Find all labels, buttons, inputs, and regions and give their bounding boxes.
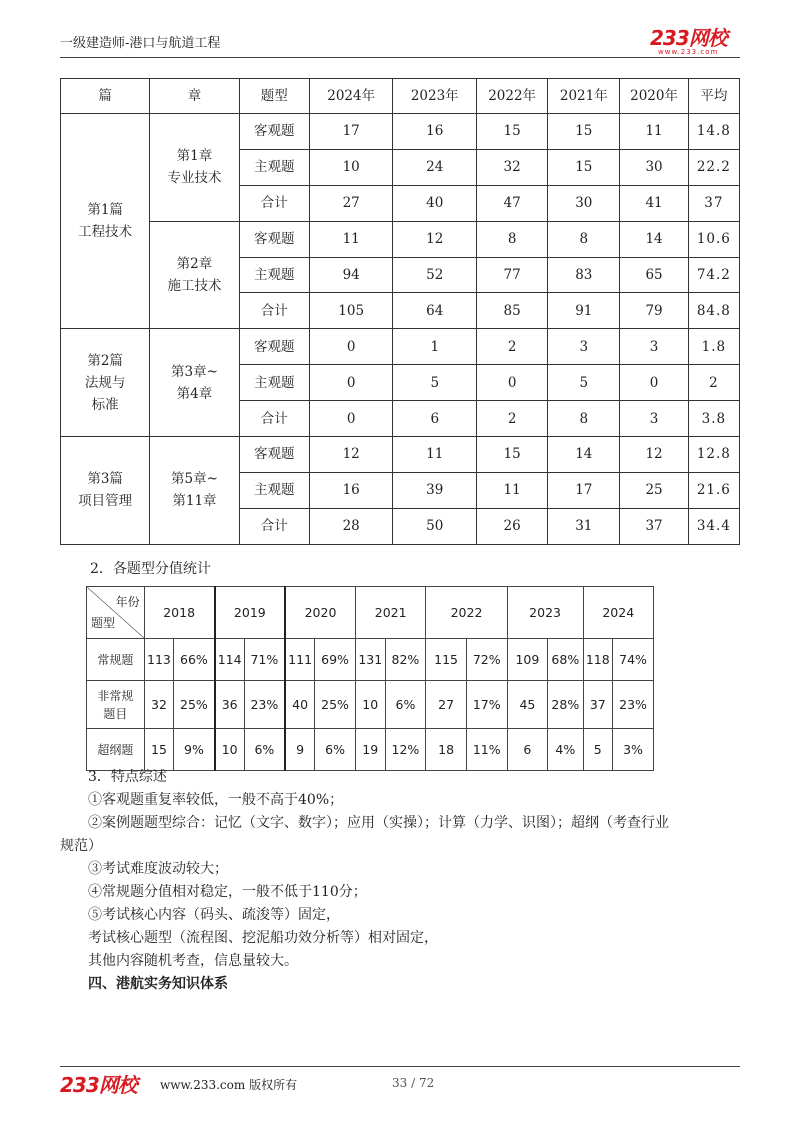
type-cell: 合计 [239,401,309,437]
value-cell: 30 [548,185,620,221]
column-header: 2022年 [477,79,548,114]
value-cell: 12 [393,221,477,257]
part-cell: 第2篇 法规与 标准 [61,329,150,437]
value-cell: 14 [620,221,688,257]
table-row [87,681,654,729]
column-header: 章 [150,79,239,114]
column-header: 题型 [239,79,309,114]
average-cell: 34.4 [688,508,739,544]
score-cell: 5 [583,729,613,771]
percent-cell: 23% [613,681,654,729]
chapter-cell: 第3章~ 第4章 [150,329,239,437]
percent-cell: 6% [385,681,426,729]
score-distribution-table [60,78,740,545]
value-cell: 0 [477,365,548,401]
value-cell: 0 [620,365,688,401]
value-cell: 17 [548,472,620,508]
value-cell: 52 [393,257,477,293]
column-header: 2020年 [620,79,688,114]
value-cell: 77 [477,257,548,293]
score-cell: 40 [285,681,315,729]
value-cell: 3 [620,401,688,437]
value-cell: 15 [548,114,620,150]
score-cell: 6 [507,729,547,771]
part-cell: 第3篇 项目管理 [61,437,150,545]
row-label: 非常规 题目 [87,681,145,729]
year-header: 2018 [144,587,214,639]
year-header: 2021 [355,587,425,639]
average-cell: 84.8 [688,293,739,329]
section-2-title: 2．各题型分值统计 [90,561,211,577]
type-cell: 客观题 [239,329,309,365]
page-footer [60,1066,740,1096]
chapter-cell: 第5章~ 第11章 [150,437,239,545]
value-cell: 28 [309,508,393,544]
note-item: ②案例题题型综合：记忆（文字、数字）；应用（实操）；计算（力学、识图）；超纲（考查行业 [88,815,669,831]
percent-cell: 25% [174,681,215,729]
year-header: 2019 [215,587,285,639]
percent-cell: 12% [385,729,426,771]
footer-logo: 233网校 [60,1073,137,1097]
column-header: 2021年 [548,79,620,114]
average-cell: 10.6 [688,221,739,257]
value-cell: 2 [477,329,548,365]
value-cell: 16 [393,114,477,150]
type-cell: 主观题 [239,365,309,401]
percent-cell: 9% [174,729,215,771]
score-cell: 114 [215,639,245,681]
percent-cell: 6% [244,729,285,771]
score-cell: 37 [583,681,613,729]
value-cell: 0 [309,365,393,401]
average-cell: 14.8 [688,114,739,150]
note-item: 考试核心题型（流程图、挖泥船功效分析等）相对固定， [88,930,438,946]
value-cell: 12 [309,437,393,473]
type-cell: 合计 [239,293,309,329]
score-cell: 131 [355,639,385,681]
value-cell: 1 [393,329,477,365]
year-header-row [87,587,654,639]
value-cell: 14 [548,437,620,473]
score-cell: 27 [426,681,466,729]
value-cell: 16 [309,472,393,508]
chapter-cell: 第2章 施工技术 [150,221,239,329]
percent-cell: 71% [244,639,285,681]
value-cell: 24 [393,149,477,185]
score-cell: 19 [355,729,385,771]
section-3-title: 3．特点综述 [88,769,167,785]
year-header: 2024 [583,587,654,639]
type-cell: 主观题 [239,149,309,185]
type-cell: 主观题 [239,257,309,293]
percent-cell: 23% [244,681,285,729]
value-cell: 3 [620,329,688,365]
year-header: 2023 [507,587,583,639]
value-cell: 27 [309,185,393,221]
value-cell: 5 [393,365,477,401]
value-cell: 15 [477,437,548,473]
table-row [61,114,740,150]
value-cell: 8 [477,221,548,257]
column-header: 篇 [61,79,150,114]
type-cell: 客观题 [239,221,309,257]
percent-cell: 69% [315,639,356,681]
value-cell: 26 [477,508,548,544]
value-cell: 17 [309,114,393,150]
percent-cell: 82% [385,639,426,681]
type-cell: 合计 [239,185,309,221]
corner-type-label: 题型 [91,616,116,630]
value-cell: 8 [548,221,620,257]
note-item: ⑤考试核心内容（码头、疏浚等）固定， [88,907,340,923]
score-cell: 118 [583,639,613,681]
score-cell: 10 [355,681,385,729]
year-header: 2020 [285,587,355,639]
score-cell: 115 [426,639,466,681]
logo-url: www.233.com [658,48,719,56]
average-cell: 37 [688,185,739,221]
value-cell: 32 [477,149,548,185]
type-cell: 合计 [239,508,309,544]
note-item: ③考试难度波动较大； [88,861,228,877]
value-cell: 11 [309,221,393,257]
value-cell: 65 [620,257,688,293]
value-cell: 12 [620,437,688,473]
table-row [87,639,654,681]
corner-year-label: 年份 [115,595,140,609]
percent-cell: 74% [613,639,654,681]
score-cell: 111 [285,639,315,681]
average-cell: 74.2 [688,257,739,293]
column-header: 2023年 [393,79,477,114]
value-cell: 15 [477,114,548,150]
score-cell: 36 [215,681,245,729]
value-cell: 105 [309,293,393,329]
percent-cell: 25% [315,681,356,729]
value-cell: 11 [620,114,688,150]
score-cell: 113 [144,639,174,681]
value-cell: 83 [548,257,620,293]
value-cell: 91 [548,293,620,329]
value-cell: 8 [548,401,620,437]
percent-cell: 3% [613,729,654,771]
table-row [61,329,740,365]
percent-cell: 28% [548,681,583,729]
value-cell: 39 [393,472,477,508]
question-type-table [86,586,654,771]
table-row [61,437,740,473]
page-number: 33 / 72 [392,1076,435,1090]
part-cell: 第1篇 工程技术 [61,114,150,329]
average-cell: 1.8 [688,329,739,365]
percent-cell: 4% [548,729,583,771]
value-cell: 79 [620,293,688,329]
value-cell: 31 [548,508,620,544]
value-cell: 47 [477,185,548,221]
logo-text: 233网校 [650,26,727,50]
diagonal-header-cell [87,587,145,639]
value-cell: 11 [477,472,548,508]
average-cell: 3.8 [688,401,739,437]
note-item: ①客观题重复率较低，一般不高于40%； [88,792,344,808]
score-cell: 32 [144,681,174,729]
value-cell: 94 [309,257,393,293]
column-header: 平均 [688,79,739,114]
score-cell: 45 [507,681,547,729]
percent-cell: 68% [548,639,583,681]
features-summary [60,766,750,996]
page-header [60,22,740,58]
value-cell: 10 [309,149,393,185]
average-cell: 22.2 [688,149,739,185]
column-header: 2024年 [309,79,393,114]
value-cell: 37 [620,508,688,544]
percent-cell: 17% [466,681,507,729]
note-item: ④常规题分值相对稳定，一般不低于110分； [88,884,367,900]
percent-cell: 66% [174,639,215,681]
score-cell: 109 [507,639,547,681]
table-row [87,729,654,771]
value-cell: 6 [393,401,477,437]
score-cell: 10 [215,729,245,771]
value-cell: 0 [309,401,393,437]
chapter-cell: 第1章 专业技术 [150,114,239,222]
score-cell: 18 [426,729,466,771]
value-cell: 41 [620,185,688,221]
value-cell: 5 [548,365,620,401]
percent-cell: 72% [466,639,507,681]
score-cell: 15 [144,729,174,771]
percent-cell: 6% [315,729,356,771]
note-item-continued: 规范） [60,838,102,854]
value-cell: 11 [393,437,477,473]
table-row [61,221,740,257]
type-cell: 客观题 [239,114,309,150]
value-cell: 50 [393,508,477,544]
value-cell: 25 [620,472,688,508]
value-cell: 64 [393,293,477,329]
value-cell: 15 [548,149,620,185]
score-cell: 9 [285,729,315,771]
average-cell: 2 [688,365,739,401]
year-header: 2022 [426,587,507,639]
type-cell: 主观题 [239,472,309,508]
value-cell: 30 [620,149,688,185]
value-cell: 40 [393,185,477,221]
document-title: 一级建造师-港口与航道工程 [60,36,221,51]
brand-logo [650,22,740,56]
row-label: 超纲题 [87,729,145,771]
value-cell: 85 [477,293,548,329]
value-cell: 0 [309,329,393,365]
value-cell: 3 [548,329,620,365]
average-cell: 21.6 [688,472,739,508]
value-cell: 2 [477,401,548,437]
percent-cell: 11% [466,729,507,771]
row-label: 常规题 [87,639,145,681]
note-item: 其他内容随机考查，信息量较大。 [88,953,298,969]
type-cell: 客观题 [239,437,309,473]
average-cell: 12.8 [688,437,739,473]
section-4-heading: 四、港航实务知识体系 [88,976,228,992]
table-header-row [61,79,740,114]
footer-copyright: www.233.com 版权所有 [160,1078,298,1092]
